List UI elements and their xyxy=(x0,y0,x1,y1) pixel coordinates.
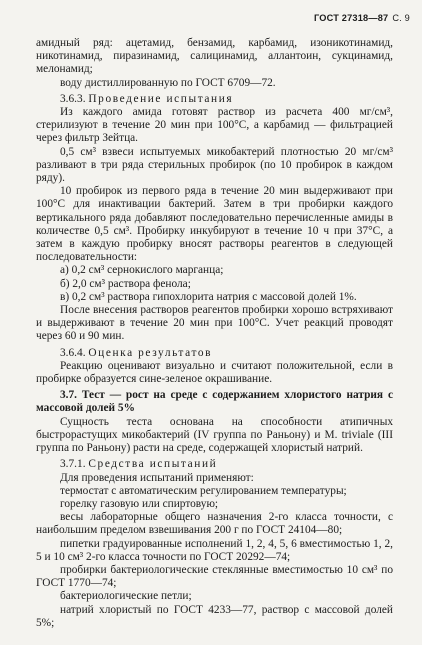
section-number: 3.6.3. xyxy=(60,92,86,105)
section-number: 3.7.1. xyxy=(60,458,86,471)
paragraph-test-essence: Сущность теста основана на способности атипичных быстрорастущих микобактерий (IV группа по Раньону) и M. triviale (III группа по Раньону) расти на среде, содержащей хлористый натрий. xyxy=(36,415,393,455)
section-title: Проведение испытания xyxy=(88,92,234,105)
section-number: 3.6.4. xyxy=(60,346,86,359)
equipment-burner: горелку газовую или спиртовую; xyxy=(60,497,219,510)
paragraph-amide-list: амидный ряд: ацетамид, бензамид, карбамид, изоникотинамид, никотинамид, пиразинамид, салицинамид, аллантоин, сукцинамид, мелонамид; xyxy=(36,37,393,76)
section-title: Оценка результатов xyxy=(88,346,213,359)
paragraph-reaction-count: После внесения растворов реагентов пробирки хорошо встряхивают и выдерживают в течение 20 мин при 100°С. Учет реакций проводят через 60 и 90 мин. xyxy=(36,304,393,343)
list-item-b: б) 2,0 см³ раствора фенола; xyxy=(60,277,191,290)
paragraph-procedure: 10 пробирок из первого ряда в течение 20 мин выдерживают при 100°С для инактивации бактерий. Затем в три пробирки каждого вертикального ряда добавляют последовательно перечисленные амиды в количестве 0,5 см³. Пробирку инкубируют в течение 10 ч при 37°С, а затем в каждую пробирку вносят растворы реагентов в следующей последовательности: xyxy=(36,185,393,264)
equipment-tubes: пробирки бактериологические стеклянные вместимостью 10 см³ по ГОСТ 1770—74; xyxy=(36,563,393,590)
paragraph-evaluation: Реакцию оценивают визуально и считают положительной, если в пробирке образуется сине-зеленое окрашивание. xyxy=(36,359,393,386)
equipment-thermostat: термостат с автоматическим регулированием температуры; xyxy=(60,484,347,497)
paragraph-water: воду дистиллированную по ГОСТ 6709—72. xyxy=(60,76,276,89)
section-heading-3-7-1 xyxy=(36,458,393,471)
equipment-sodium-chloride: натрий хлористый по ГОСТ 4233—77, раствор с массовой долей 5%; xyxy=(36,603,393,629)
paragraph-intro: Для проведения испытаний применяют: xyxy=(60,471,254,484)
section-heading-3-6-4 xyxy=(36,347,393,360)
paragraph-solution-prep: Из каждого амида готовят раствор из расчета 400 мг/см³, стерилизуют в течение 20 мин при 100°С, а карбамид — фильтрацией через фильтр Зейтца. xyxy=(36,106,393,145)
document-body xyxy=(36,37,393,630)
page-number: С. 9 xyxy=(392,13,410,23)
section-title: Средства испытаний xyxy=(88,458,218,471)
page-header xyxy=(314,13,410,23)
equipment-pipettes: пипетки градуированные исполнений 1, 2, 4, 5, 6 вместимостью 1, 2, 5 и 10 см³ 2-го класса точности по ГОСТ 20292—74; xyxy=(36,537,393,563)
equipment-loops: бактериологические петли; xyxy=(60,590,192,603)
section-heading-3-7: 3.7. Тест — рост на среде с содержанием хлористого натрия с массовой долей 5% xyxy=(36,389,393,415)
equipment-scales: весы лабораторные общего назначения 2-го класса точности, с наибольшим пределом взвешивания 200 г по ГОСТ 24104—80; xyxy=(36,511,393,537)
standard-number: ГОСТ 27318—87 xyxy=(313,13,389,23)
list-item-a: а) 0,2 см³ сернокислого марганца; xyxy=(60,264,224,277)
section-heading-3-6-3 xyxy=(36,93,393,106)
paragraph-suspension: 0,5 см³ взвеси испытуемых микобактерий плотностью 20 мг/см³ разливают в три ряда стерильных пробирок (по 10 пробирок в каждом ряду). xyxy=(36,145,393,185)
list-item-c: в) 0,2 см³ раствора гипохлорита натрия с массовой долей 1%. xyxy=(60,290,357,303)
